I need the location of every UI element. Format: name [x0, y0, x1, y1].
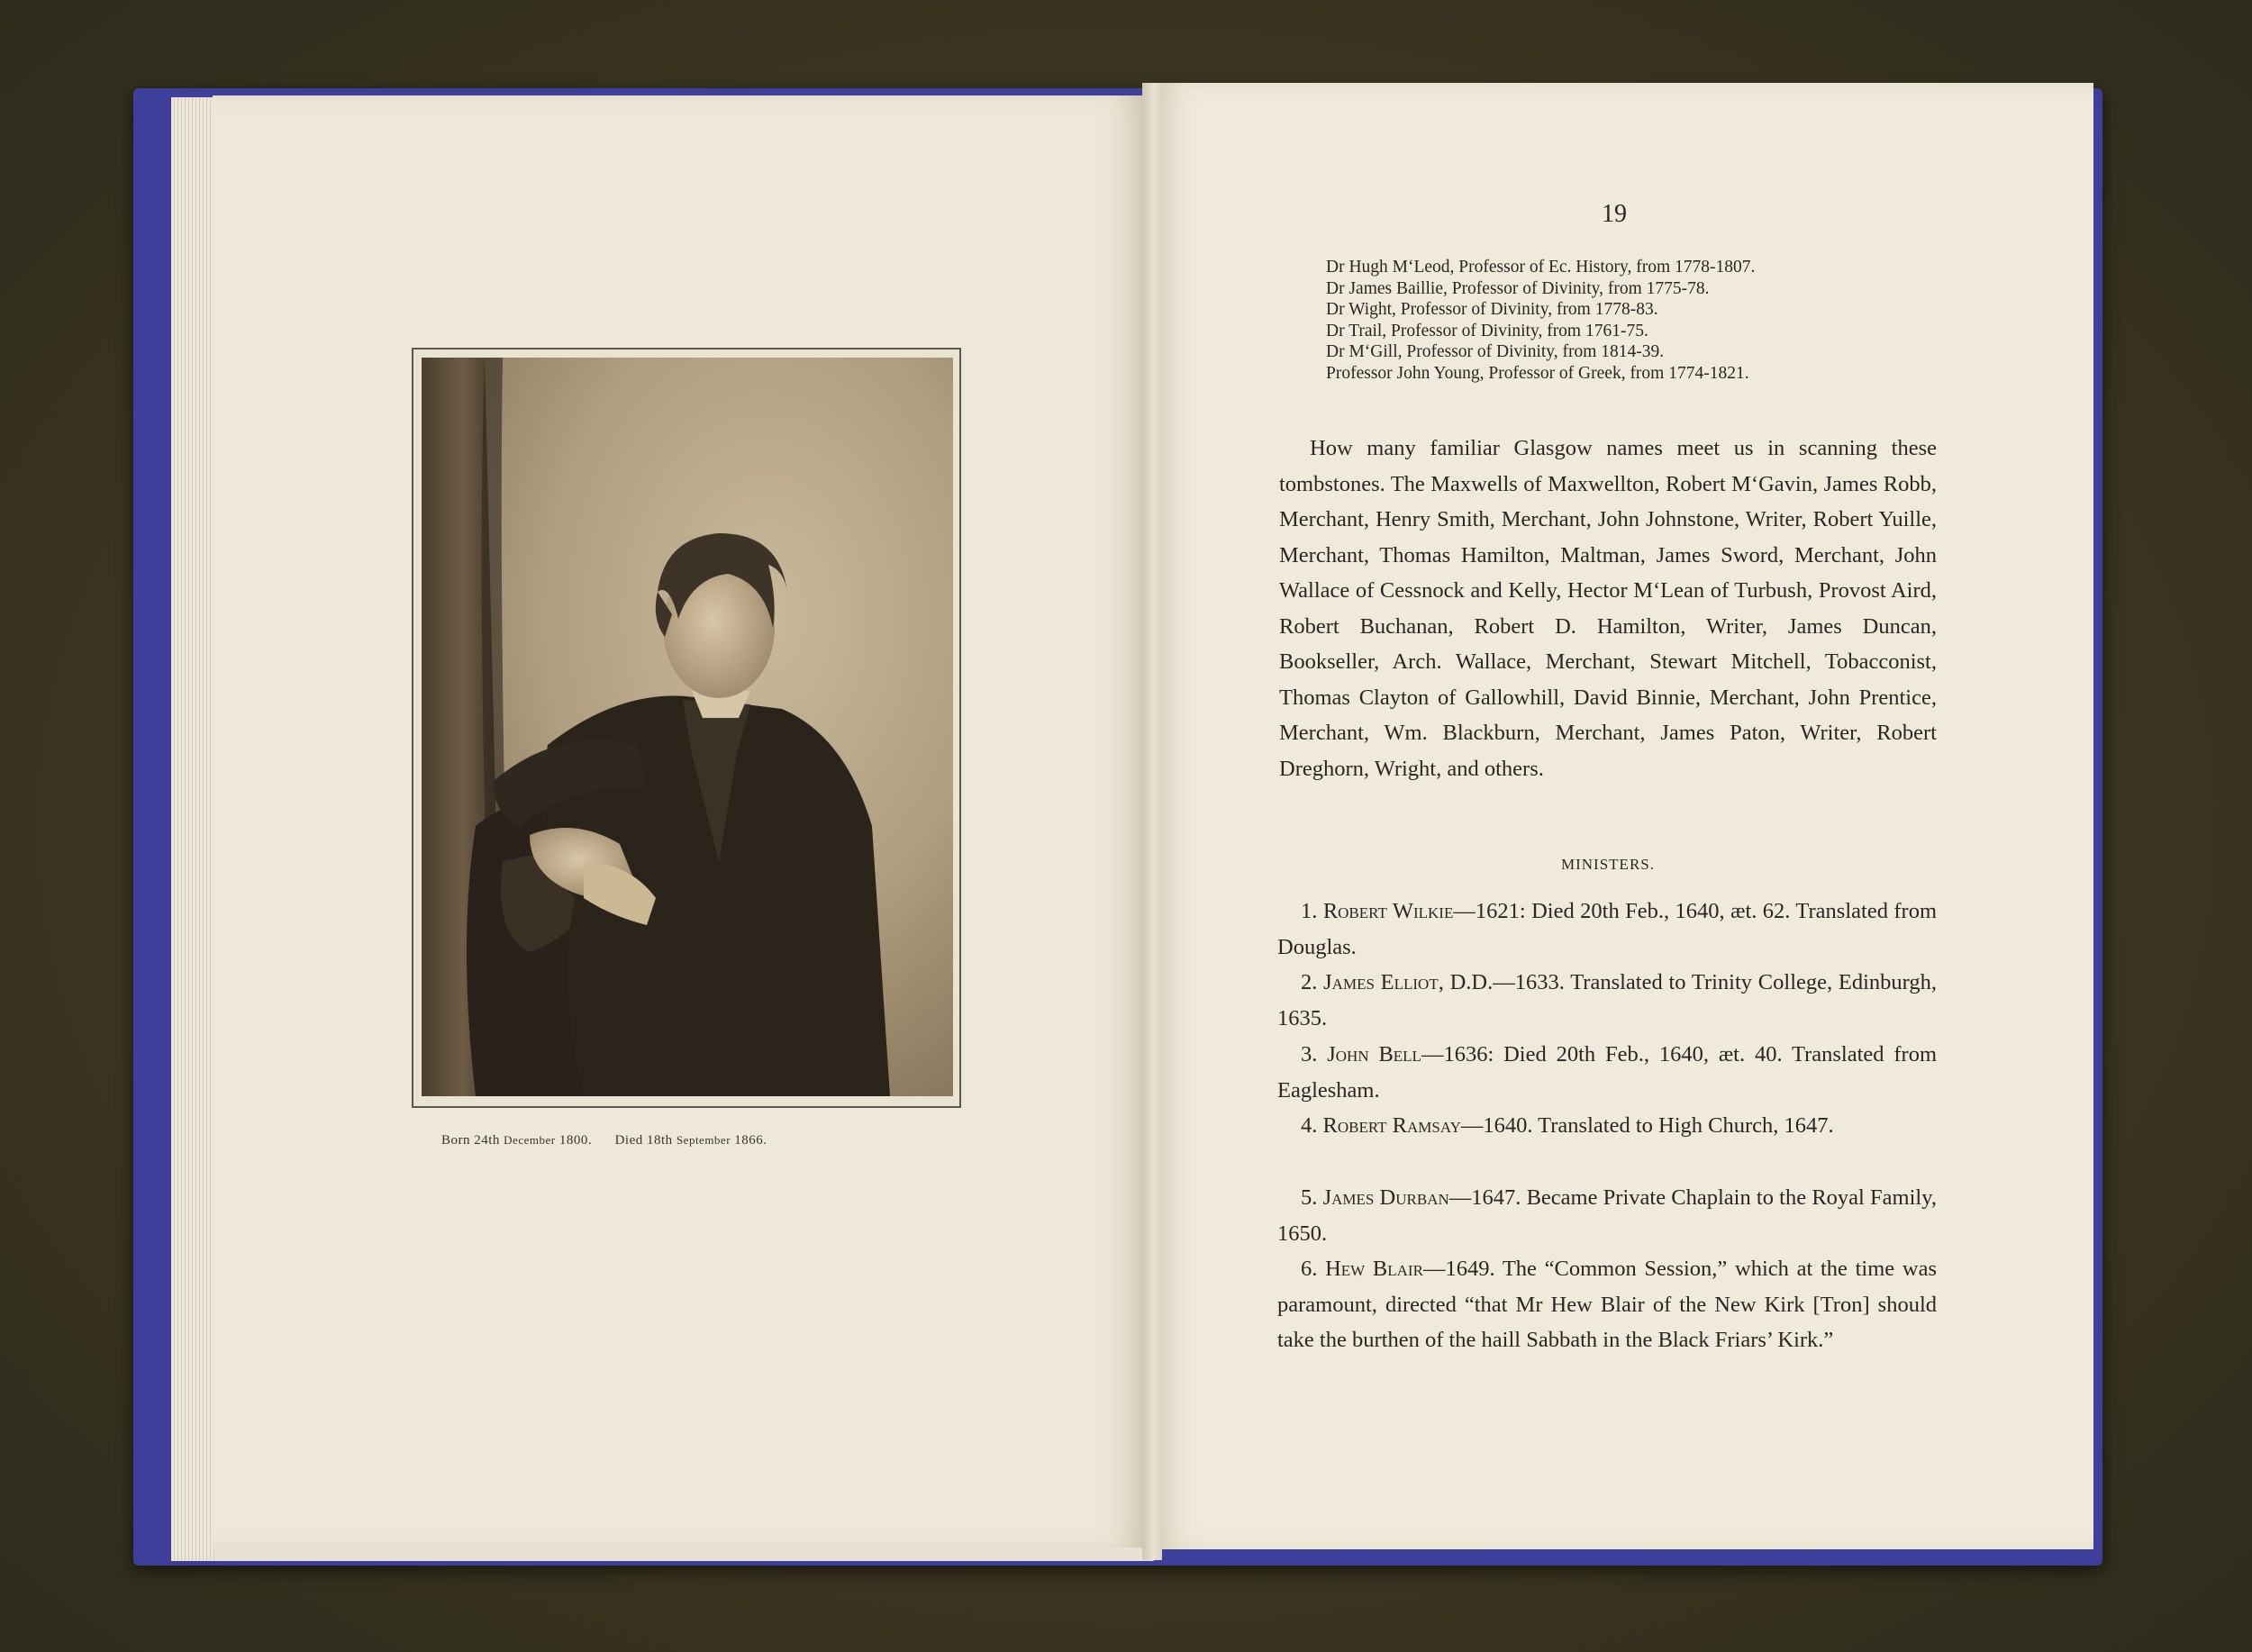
minister-name: James Durban [1322, 1185, 1449, 1210]
caption-died-day: 18th [647, 1133, 673, 1148]
names-paragraph [1279, 431, 1937, 786]
page-number: 19 [1602, 200, 1627, 228]
professors-list [1326, 257, 1902, 384]
minister-name: James Elliot [1323, 970, 1439, 994]
minister-number: 2. [1301, 970, 1318, 994]
caption-died-year: 1866. [734, 1133, 767, 1148]
professor-line: Dr M‘Gill, Professor of Divinity, from 1814-39. [1326, 342, 1665, 361]
minister-name: John Bell [1327, 1042, 1421, 1067]
minister-text: , D.D.—1633. Translated to Trinity College, Edinburgh, 1635. [1277, 970, 1938, 1030]
caption-died-label: Died [614, 1133, 643, 1148]
professor-line: Dr Wight, Professor of Divinity, from 1778-83. [1326, 300, 1658, 319]
minister-entry [1277, 1108, 1937, 1144]
minister-text: —1636: Died 20th Feb., 1640, æt. 40. Translated from Eaglesham. [1277, 1042, 1938, 1103]
caption-died-month: September [676, 1133, 731, 1147]
minister-name: Robert Ramsay [1322, 1113, 1461, 1138]
professor-line: Professor John Young, Professor of Greek, from 1774-1821. [1326, 363, 1749, 383]
minister-entry [1277, 894, 1937, 965]
minister-text: —1621: Died 20th Feb., 1640, æt. 62. Translated from Douglas. [1277, 899, 1938, 959]
professor-line: Dr Trail, Professor of Divinity, from 1761-75. [1326, 321, 1648, 340]
minister-entry [1277, 1251, 1937, 1358]
minister-number: 1. [1301, 899, 1318, 923]
caption-born-year: 1800. [558, 1133, 593, 1148]
caption-born-label: Born [441, 1133, 470, 1148]
portrait-photograph [422, 358, 953, 1096]
caption-born-month: December [504, 1133, 556, 1147]
minister-entry [1277, 965, 1937, 1036]
minister-number: 5. [1301, 1185, 1318, 1210]
photo-caption [441, 1133, 946, 1148]
minister-text: —1640. Translated to High Church, 1647. [1460, 1113, 1834, 1138]
minister-text: —1649. The “Common Session,” which at the time was paramount, directed “that Mr Hew Blair of the New Kirk [Tron] should take the burthen of the haill Sabbath in the Black Friars’ Kirk.” [1277, 1257, 1937, 1352]
portrait-illustration [422, 358, 953, 1096]
ministers-heading: MINISTERS. [1561, 856, 1655, 873]
professor-line: Dr James Baillie, Professor of Divinity, from 1775-78. [1326, 278, 1710, 298]
minister-number: 6. [1301, 1257, 1318, 1281]
names-paragraph-text: How many familiar Glasgow names meet us in scanning these tombstones. The Maxwells of Maxwellton, Robert M‘Gavin, James Robb, Merchant, Henry Smith, Merchant, John Johnstone, Writer, Robert Yuille, Merchant, Thomas Hamilton, Maltman, James Sword, Merchant, John Wallace of Cessnock and Kelly, Hector M‘Lean of Turbush, Provost Aird, Robert Buchanan, Robert D. Hamilton, Writer, James Duncan, Bookseller, Arch. Wallace, Merchant, Stewart Mitchell, Tobacconist, Thomas Clayton of Gallowhill, David Binnie, Merchant, John Prentice, Merchant, Wm. Blackburn, Merchant, James Paton, Writer, Robert Dreghorn, Wright, and others. [1279, 436, 1937, 781]
minister-number: 4. [1301, 1113, 1318, 1138]
book-gutter [1142, 83, 1162, 1560]
professor-line: Dr Hugh M‘Leod, Professor of Ec. History, from 1778-1807. [1326, 258, 1756, 277]
minister-text: —1647. Became Private Chaplain to the Royal Family, 1650. [1277, 1185, 1937, 1246]
minister-number: 3. [1301, 1042, 1318, 1067]
caption-born-day: 24th [474, 1133, 500, 1148]
minister-name: Robert Wilkie [1322, 899, 1454, 923]
minister-entry [1277, 1037, 1937, 1108]
minister-entry [1277, 1180, 1937, 1251]
minister-name: Hew Blair [1325, 1257, 1423, 1281]
